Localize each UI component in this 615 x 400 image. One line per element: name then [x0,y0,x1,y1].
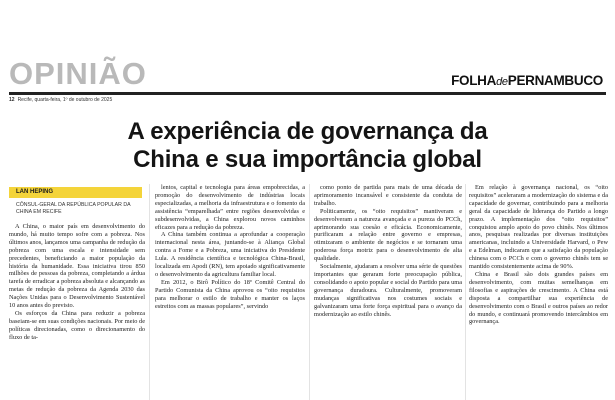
paragraph: como ponto de partida para mais de uma década de aprimoramento incansável e consistente da conduta de trabalho. [314,184,462,207]
newspaper-logo: FOLHAdePERNAMBUCO [451,73,603,88]
paragraph: Os esforços da China para reduzir a pobreza baseiam-se em suas condições nacionais. Por meio de políticas direcionadas, como o direcionamento do fluxo de ta- [9,309,145,341]
dateline [9,97,112,103]
paragraph: Socialmente, ajudaram a resolver uma série de questões importantes que geraram forte preocupação pública, consolidando o apoio popular e social do Partido para uma governança duradoura. Culturalmente, promoveram mudanças significativas nos costumes sociais e galvanizaram uma forte força espiritual para o avanço da modernização ao estilo chinês. [314,263,462,318]
paragraph: A China, o maior país em desenvolvimento do mundo, há muito tempo sofre com a pobreza. Nos últimos anos, lançamos uma campanha de redução da pobreza com uma escala e intensidade sem precedentes, beneficiando a maior população da história da humanidade. Essa iniciativa tirou 850 milhões de pessoas da pobreza, completando a árdua tarefa de erradicar a pobreza absoluta e alcançando as metas de redução da pobreza da Agenda 2030 das Nações Unidas para o Desenvolvimento Sustentável 10 anos antes do previsto. [9,223,145,310]
paragraph: A China também continua a aprofundar a cooperação internacional nesta área, juntando-se à Aliança Global contra a Fome e a Pobreza, uma iniciativa do Presidente Lula. A residência científica e tecnológica China-Brasil, localizada em Apodi (RN), tem apoiado significativamente o desenvolvimento da agricultura familiar local. [155,231,305,278]
article-column-1 [9,223,145,342]
headline-line-2: China e sua importância global [133,146,482,173]
paragraph: Politicamente, os “oito requisitos” mantiveram e desenvolveram a natureza avançada e a pureza do PCCh, aprimorando sua coesão e eficácia. Economicamente, purificaram a relação entre governo e empresas, otimizaram o ambiente de negócios e se tornaram uma poderosa força motriz para o desenvolvimento de alta qualidade. [314,207,462,263]
header-rule [9,92,606,95]
page-number: 12 [9,97,15,103]
column-divider [149,184,150,400]
article-column-4 [469,184,608,326]
author-name: LAN HEPING [9,187,142,198]
headline [0,118,615,174]
issue-date: Recife, quarta-feira, 1º de outubro de 2025 [17,97,113,103]
paragraph: lentos, capital e tecnologia para áreas empobrecidas, a promoção do desenvolvimento de indústrias locais especializadas, a melhoria da infraestrutura e o fomento da assistência “emparelhada” entre regiões desenvolvidas e subdesenvolvidas, a China explorou novos caminhos eficazes para a redução da pobreza. [155,184,305,231]
article-column-3 [314,184,462,318]
paragraph: China e Brasil são dois grandes países em desenvolvimento, com muitas semelhanças em filosofias e aspirações de crescimento. A China está disposta a compartilhar sua experiência de desenvolvimento com o Brasil e outros países ao redor do mundo, e continuará promovendo intercâmbios em governança. [469,270,608,326]
article-column-2 [155,184,305,311]
paragraph: Em 2012, o Birô Político do 18º Comitê Central do Partido Comunista da China aprovou os “oito requisitos para melhorar o estilo de trabalho e manter os laços estreitos com as massas populares”, servindo [155,278,305,310]
paragraph: Em relação à governança nacional, os “oito requisitos” aceleraram a modernização do sistema e da capacidade de governar, contribuindo para a melhoria geral da capacidade de liderança do Partido a longo prazo. A implementação dos “oito requisitos” conquistou amplo apoio do povo chinês. Nos últimos anos, pesquisas realizadas por diversas instituições americanas, incluindo a Universidade Harvard, o Pew e a Edelman, indicaram que a satisfação da população chinesa com o PCCh e com o governo chinês tem se mantido consistentemente acima de 90%. [469,184,608,271]
column-divider [465,184,466,400]
headline-line-1: A experiência de governança da [127,118,488,145]
column-divider [309,184,310,400]
section-title: OPINIÃO [9,56,147,91]
author-credential: CÔNSUL-GERAL DA REPÚBLICA POPULAR DA CHINA EM RECIFE [16,202,131,215]
